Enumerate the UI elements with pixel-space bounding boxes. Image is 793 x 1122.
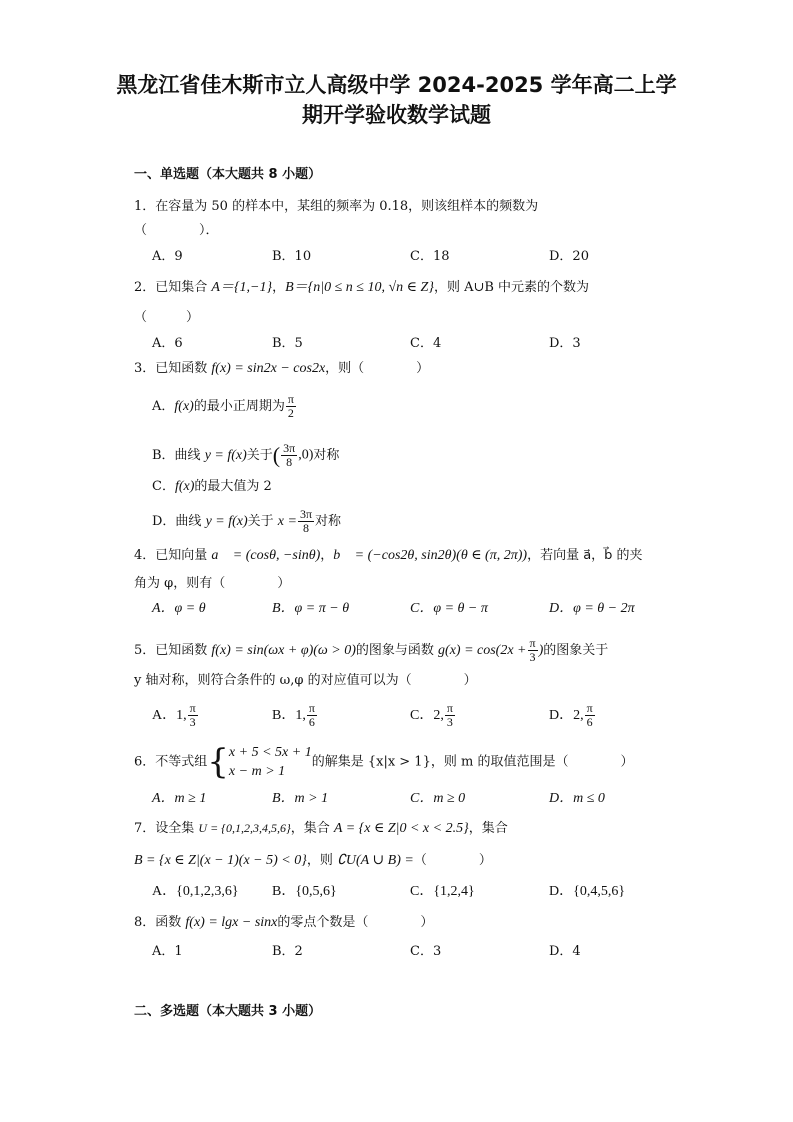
q7-mid2: ，则 bbox=[306, 853, 337, 868]
q5-stem bbox=[134, 637, 608, 664]
q5-d-label: D．2, bbox=[549, 708, 584, 723]
q5-a-num: π bbox=[189, 701, 196, 715]
q4-stem bbox=[134, 547, 643, 565]
q5-option-b bbox=[272, 702, 318, 729]
q3-b-lparen: ( bbox=[272, 442, 281, 468]
q2-set-b: B＝{n|0 ≤ n ≤ 10, √n ∈ Z} bbox=[285, 280, 434, 295]
q7-suffix: ，集合 bbox=[468, 821, 508, 836]
q5-c-label: C．2, bbox=[410, 708, 444, 723]
q1-option-d: D．20 bbox=[549, 249, 589, 264]
q3-d-func: y = f(x) bbox=[205, 514, 248, 529]
q7-set-b: B = {x ∈ Z|(x − 1)(x − 5) < 0} bbox=[134, 853, 307, 868]
q3-a-fraction bbox=[286, 393, 296, 420]
q5-option-d bbox=[549, 702, 596, 729]
q2-option-b: B．5 bbox=[272, 336, 303, 351]
section-multiple-choice: 二、多选题（本大题共 3 小题） bbox=[134, 1004, 322, 1019]
q3-a-text: 的最小正周期为 bbox=[193, 399, 285, 414]
q7-option-d: D．{0,4,5,6} bbox=[549, 884, 626, 899]
q8-option-b: B．2 bbox=[272, 944, 303, 959]
q7-set-a: A = {x ∈ Z|0 < x < 2.5} bbox=[333, 821, 469, 836]
q4-suffix: ，若向量 a⃗，b⃗ 的夹 bbox=[527, 548, 643, 563]
q3-b-end: 对称 bbox=[313, 448, 340, 463]
q3-d-text: 关于 bbox=[247, 514, 278, 529]
q2-option-a: A．6 bbox=[152, 336, 183, 351]
q3-b-den: 8 bbox=[286, 455, 293, 469]
q3-c-label: C． bbox=[152, 479, 175, 494]
q8-option-d: D．4 bbox=[549, 944, 581, 959]
q3-option-a bbox=[152, 393, 297, 420]
section-single-choice: 一、单选题（本大题共 8 小题） bbox=[134, 167, 322, 182]
q3-a-den: 2 bbox=[287, 406, 294, 420]
q3-b-text: 关于 bbox=[246, 448, 273, 463]
q4-option-a: A．φ = θ bbox=[152, 601, 206, 616]
q3-d-end: 对称 bbox=[315, 514, 342, 529]
q7-complement: ∁U(A ∪ B) = bbox=[336, 853, 414, 868]
q3-a-label: A． bbox=[152, 399, 175, 414]
q7-prefix: 7．设全集 bbox=[134, 821, 199, 836]
q5-b-fraction bbox=[307, 702, 317, 729]
q6-option-b: B．m > 1 bbox=[272, 791, 329, 806]
q4-option-b: B．φ = π − θ bbox=[272, 601, 350, 616]
q8-function: f(x) = lgx − sinx bbox=[185, 915, 278, 930]
q5-function-f: f(x) = sin(ωx + φ)(ω > 0) bbox=[211, 643, 356, 658]
q2-option-d: D．3 bbox=[549, 336, 581, 351]
q2-set-a: A＝{1,−1} bbox=[211, 280, 273, 295]
q2-paren: （ ） bbox=[134, 310, 200, 325]
q3-option-b bbox=[152, 442, 339, 469]
q8-suffix: 的零点个数是（ ） bbox=[277, 915, 434, 930]
q6-brace: { bbox=[207, 742, 229, 782]
q5-line2: y 轴对称，则符合条件的 ω,φ 的对应值可以为（ ） bbox=[134, 673, 477, 688]
q3-b-label: B．曲线 bbox=[152, 448, 205, 463]
page-title-line1: 黑龙江省佳木斯市立人高级中学 2024-2025 学年高二上学 bbox=[116, 73, 677, 97]
q3-c-func: f(x) bbox=[174, 479, 195, 494]
q6-prefix: 6．不等式组 bbox=[134, 754, 208, 770]
q7-universal-set: U = {0,1,2,3,4,5,6} bbox=[198, 821, 291, 835]
q6-row2: x − m > 1 bbox=[228, 764, 286, 779]
q5-d-num: π bbox=[586, 701, 593, 715]
q3-d-fraction bbox=[298, 508, 314, 535]
q2-stem bbox=[134, 279, 589, 297]
q4-option-d: D．φ = θ − 2π bbox=[549, 601, 635, 616]
q5-c-num: π bbox=[446, 701, 453, 715]
q5-b-num: π bbox=[308, 701, 315, 715]
q6-option-a: A．m ≥ 1 bbox=[152, 791, 207, 806]
q5-b-den: 6 bbox=[308, 715, 315, 729]
q5-a-den: 3 bbox=[189, 715, 196, 729]
q3-d-num: 3π bbox=[299, 507, 313, 521]
q7-line2 bbox=[134, 852, 492, 870]
q1-option-a: A．9 bbox=[152, 249, 183, 264]
q1-paren: （ ）． bbox=[134, 223, 219, 238]
q3-option-d bbox=[152, 508, 341, 535]
q3-prefix: 3．已知函数 bbox=[134, 361, 212, 376]
q8-option-a: A．1 bbox=[152, 944, 183, 959]
q3-d-label: D．曲线 bbox=[152, 514, 206, 529]
q6-option-c: C．m ≥ 0 bbox=[410, 791, 466, 806]
q5-g-num: π bbox=[529, 636, 536, 650]
q3-c-text: 的最大值为 2 bbox=[194, 479, 272, 494]
q5-prefix: 5．已知函数 bbox=[134, 643, 212, 658]
q5-a-fraction bbox=[188, 702, 198, 729]
q3-b-func: y = f(x) bbox=[204, 448, 247, 463]
q4-line2: 角为 φ，则有（ ） bbox=[134, 576, 291, 591]
q7-mid: ，集合 bbox=[290, 821, 334, 836]
q4-vector-a: a⃗ = (cosθ, −sinθ) bbox=[211, 548, 321, 563]
q8-stem bbox=[134, 914, 433, 932]
q6-row1: x + 5 < 5x + 1 bbox=[228, 745, 312, 760]
q5-a-label: A．1, bbox=[152, 708, 187, 723]
q3-d-den: 8 bbox=[303, 521, 309, 535]
q3-function: f(x) = sin2x − cos2x bbox=[211, 361, 326, 376]
q6-option-d: D．m ≤ 0 bbox=[549, 791, 605, 806]
q5-b-label: B．1, bbox=[272, 708, 306, 723]
q3-stem bbox=[134, 360, 429, 378]
q2-option-c: C．4 bbox=[410, 336, 442, 351]
q2-mid: ， bbox=[272, 280, 286, 295]
q2-suffix: ，则 A∪B 中元素的个数为 bbox=[433, 280, 590, 295]
q7-option-a: A．{0,1,2,3,6} bbox=[152, 884, 239, 899]
q5-d-den: 6 bbox=[586, 715, 593, 729]
q7-stem bbox=[134, 819, 508, 838]
q5-function-g: g(x) = cos(2x + bbox=[438, 643, 527, 658]
q5-g-end: ) bbox=[538, 643, 544, 658]
q7-paren: （ ） bbox=[413, 853, 492, 868]
q3-b-rparen: ,0) bbox=[298, 447, 314, 463]
q3-suffix: ，则（ ） bbox=[325, 361, 430, 376]
q1-option-b: B．10 bbox=[272, 249, 312, 264]
q5-g-fraction bbox=[528, 637, 538, 664]
q3-d-x: x = bbox=[277, 514, 297, 529]
q8-option-c: C．3 bbox=[410, 944, 442, 959]
q2-prefix: 2．已知集合 bbox=[134, 280, 212, 295]
page-title-line2: 期开学验收数学试题 bbox=[302, 103, 491, 127]
q3-b-num: 3π bbox=[283, 441, 296, 455]
q6-mid: 的解集是 {x|x > 1}，则 m 的取值范围是（ ） bbox=[311, 754, 634, 770]
q6-stem bbox=[134, 743, 633, 782]
q3-option-c bbox=[152, 478, 272, 496]
q7-option-c: C．{1,2,4} bbox=[410, 884, 475, 899]
q1-stem: 1．在容量为 50 的样本中，某组的频率为 0.18，则该组样本的频数为 bbox=[134, 199, 539, 214]
q5-g-den: 3 bbox=[529, 650, 536, 664]
q7-option-b: B．{0,5,6} bbox=[272, 884, 337, 899]
q3-b-fraction bbox=[281, 442, 297, 469]
q5-option-a bbox=[152, 702, 199, 729]
q4-option-c: C．φ = θ − π bbox=[410, 601, 488, 616]
q4-mid: ， bbox=[320, 548, 334, 563]
q8-prefix: 8．函数 bbox=[134, 915, 186, 930]
q1-option-c: C．18 bbox=[410, 249, 450, 264]
q6-system bbox=[229, 743, 312, 781]
q4-vector-b: b⃗ = (−cos2θ, sin2θ)(θ ∈ (π, 2π)) bbox=[333, 548, 528, 563]
q5-d-fraction bbox=[585, 702, 595, 729]
q5-c-fraction bbox=[445, 702, 455, 729]
q5-option-c bbox=[410, 702, 456, 729]
q3-a-num: π bbox=[287, 392, 294, 406]
q5-c-den: 3 bbox=[446, 715, 453, 729]
q4-prefix: 4．已知向量 bbox=[134, 548, 212, 563]
q3-a-func: f(x) bbox=[174, 399, 194, 414]
q5-mid: 的图象与函数 bbox=[355, 643, 439, 658]
q5-suffix: 的图象关于 bbox=[543, 643, 609, 658]
